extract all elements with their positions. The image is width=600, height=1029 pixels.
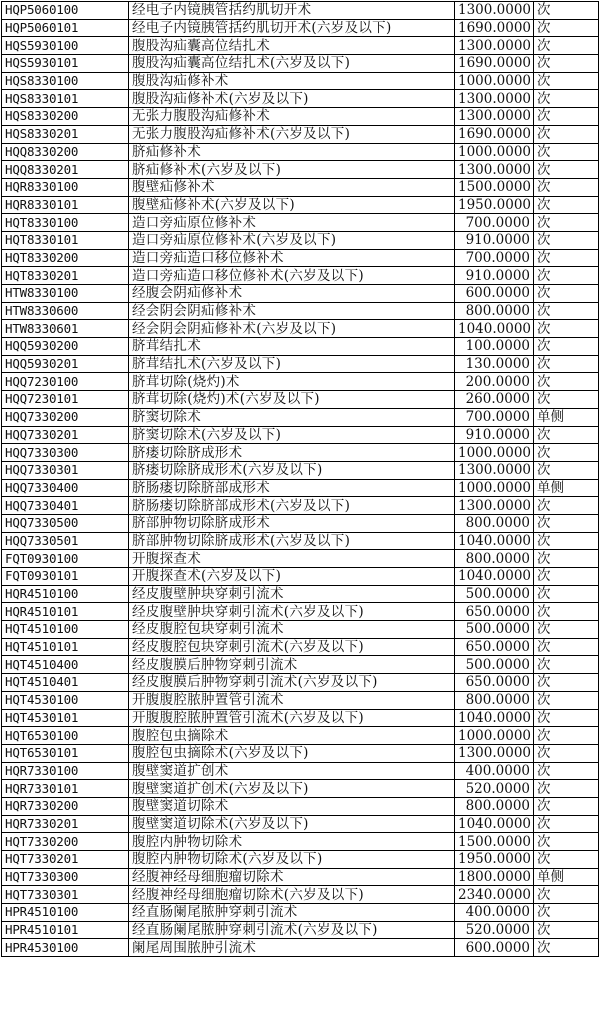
price-cell: 1040.0000 [455,320,534,338]
item-name-cell: 脐部肿物切除脐成形术 [129,514,455,532]
item-name-cell: 经皮腹壁肿块穿刺引流术 [129,585,455,603]
unit-cell: 次 [534,320,599,338]
item-code-cell: HQT4530101 [2,709,129,727]
price-cell: 700.0000 [455,249,534,267]
unit-cell: 次 [534,267,599,285]
unit-cell: 次 [534,249,599,267]
item-name-cell: 经电子内镜胰管括约肌切开术(六岁及以下) [129,19,455,37]
table-row [2,797,599,815]
item-code-cell: HQT7330200 [2,833,129,851]
item-code-cell: HQT8330100 [2,214,129,232]
item-name-cell: 脐疝修补术(六岁及以下) [129,161,455,179]
price-cell: 1500.0000 [455,178,534,196]
unit-cell: 次 [534,444,599,462]
unit-cell: 单侧 [534,408,599,426]
table-row [2,744,599,762]
item-code-cell: HQQ7330301 [2,461,129,479]
item-code-cell: HQQ8330200 [2,143,129,161]
price-cell: 1040.0000 [455,568,534,586]
unit-cell: 次 [534,674,599,692]
item-code-cell: HQS5930101 [2,55,129,73]
item-name-cell: 无张力腹股沟疝修补术 [129,108,455,126]
unit-cell: 单侧 [534,868,599,886]
unit-cell: 次 [534,214,599,232]
table-row [2,709,599,727]
item-code-cell: HQT4510100 [2,621,129,639]
item-code-cell: HQS8330201 [2,125,129,143]
price-cell: 700.0000 [455,408,534,426]
price-cell: 520.0000 [455,921,534,939]
price-cell: 650.0000 [455,603,534,621]
unit-cell: 次 [534,797,599,815]
item-code-cell: HQR7330201 [2,815,129,833]
unit-cell: 次 [534,727,599,745]
unit-cell: 次 [534,621,599,639]
table-row [2,426,599,444]
price-cell: 700.0000 [455,214,534,232]
table-row [2,249,599,267]
item-code-cell: HTW8330100 [2,285,129,303]
table-row [2,444,599,462]
item-name-cell: 腹股沟疝修补术(六岁及以下) [129,90,455,108]
price-cell: 1040.0000 [455,532,534,550]
table-row [2,285,599,303]
item-name-cell: 经皮腹腔包块穿刺引流术 [129,621,455,639]
price-cell: 200.0000 [455,373,534,391]
table-row [2,125,599,143]
item-name-cell: 脐茸结扎术 [129,338,455,356]
table-row [2,479,599,497]
price-cell: 800.0000 [455,302,534,320]
price-cell: 1800.0000 [455,868,534,886]
item-code-cell: HQQ7330401 [2,497,129,515]
price-cell: 650.0000 [455,674,534,692]
table-row [2,178,599,196]
item-name-cell: 经腹神经母细胞瘤切除术 [129,868,455,886]
price-cell: 500.0000 [455,621,534,639]
item-code-cell: HTW8330600 [2,302,129,320]
item-name-cell: 经直肠阑尾脓肿穿刺引流术 [129,904,455,922]
table-row [2,621,599,639]
unit-cell: 次 [534,762,599,780]
unit-cell: 次 [534,656,599,674]
table-row [2,161,599,179]
table-row [2,338,599,356]
table-row [2,143,599,161]
item-name-cell: 经会阴会阴疝修补术 [129,302,455,320]
item-code-cell: HQR7330101 [2,780,129,798]
item-code-cell: HQT6530101 [2,744,129,762]
item-code-cell: HQT4510101 [2,638,129,656]
item-name-cell: 腹腔包虫摘除术(六岁及以下) [129,744,455,762]
price-cell: 1040.0000 [455,815,534,833]
price-cell: 1690.0000 [455,125,534,143]
item-name-cell: 造口旁疝原位修补术(六岁及以下) [129,231,455,249]
item-name-cell: 经皮腹壁肿块穿刺引流术(六岁及以下) [129,603,455,621]
unit-cell: 次 [534,285,599,303]
table-row [2,373,599,391]
item-name-cell: 造口旁疝造口移位修补术 [129,249,455,267]
unit-cell: 次 [534,638,599,656]
price-cell: 910.0000 [455,426,534,444]
item-code-cell: HPR4510100 [2,904,129,922]
unit-cell: 次 [534,338,599,356]
table-row [2,355,599,373]
table-row [2,762,599,780]
price-cell: 1300.0000 [455,497,534,515]
item-name-cell: 腹壁窦道切除术 [129,797,455,815]
item-name-cell: 造口旁疝造口移位修补术(六岁及以下) [129,267,455,285]
table-row [2,868,599,886]
price-cell: 1300.0000 [455,90,534,108]
item-name-cell: 开腹腹腔脓肿置管引流术(六岁及以下) [129,709,455,727]
price-cell: 1300.0000 [455,37,534,55]
item-name-cell: 脐部肿物切除脐成形术(六岁及以下) [129,532,455,550]
item-name-cell: 腹股沟疝囊高位结扎术 [129,37,455,55]
unit-cell: 次 [534,568,599,586]
unit-cell: 次 [534,921,599,939]
unit-cell: 次 [534,497,599,515]
item-name-cell: 脐茸切除(烧灼)术 [129,373,455,391]
price-cell: 1950.0000 [455,851,534,869]
price-table [1,1,599,957]
item-code-cell: HQT4530100 [2,691,129,709]
item-code-cell: HQR8330100 [2,178,129,196]
item-code-cell: HTW8330601 [2,320,129,338]
item-name-cell: 无张力腹股沟疝修补术(六岁及以下) [129,125,455,143]
unit-cell: 次 [534,815,599,833]
unit-cell: 次 [534,37,599,55]
item-name-cell: 腹腔内肿物切除术(六岁及以下) [129,851,455,869]
unit-cell: 次 [534,550,599,568]
price-cell: 1000.0000 [455,444,534,462]
price-cell: 800.0000 [455,691,534,709]
price-cell: 1000.0000 [455,727,534,745]
unit-cell: 次 [534,72,599,90]
unit-cell: 次 [534,709,599,727]
price-cell: 800.0000 [455,514,534,532]
unit-cell: 单侧 [534,479,599,497]
table-row [2,19,599,37]
price-cell: 1300.0000 [455,744,534,762]
item-code-cell: HQT8330201 [2,267,129,285]
price-cell: 1690.0000 [455,55,534,73]
item-name-cell: 经皮腹腔包块穿刺引流术(六岁及以下) [129,638,455,656]
unit-cell: 次 [534,108,599,126]
item-code-cell: HQT4510400 [2,656,129,674]
unit-cell: 次 [534,2,599,20]
price-cell: 500.0000 [455,585,534,603]
item-name-cell: 脐窦切除术 [129,408,455,426]
price-cell: 910.0000 [455,267,534,285]
price-cell: 1300.0000 [455,108,534,126]
price-cell: 1040.0000 [455,709,534,727]
item-name-cell: 脐窦切除术(六岁及以下) [129,426,455,444]
unit-cell: 次 [534,373,599,391]
table-row [2,727,599,745]
item-code-cell: HQR4510100 [2,585,129,603]
item-name-cell: 经腹神经母细胞瘤切除术(六岁及以下) [129,886,455,904]
table-row [2,674,599,692]
price-cell: 650.0000 [455,638,534,656]
unit-cell: 次 [534,851,599,869]
item-name-cell: 腹壁窦道扩创术(六岁及以下) [129,780,455,798]
item-code-cell: HQP5060100 [2,2,129,20]
item-code-cell: HQQ5930201 [2,355,129,373]
item-name-cell: 脐茸切除(烧灼)术(六岁及以下) [129,391,455,409]
unit-cell: 次 [534,532,599,550]
table-row [2,921,599,939]
unit-cell: 次 [534,19,599,37]
item-code-cell: FQT0930101 [2,568,129,586]
unit-cell: 次 [534,514,599,532]
unit-cell: 次 [534,231,599,249]
table-row [2,231,599,249]
item-code-cell: HQT7330201 [2,851,129,869]
unit-cell: 次 [534,196,599,214]
table-row [2,320,599,338]
item-code-cell: HQT8330101 [2,231,129,249]
item-name-cell: 腹壁疝修补术(六岁及以下) [129,196,455,214]
unit-cell: 次 [534,125,599,143]
unit-cell: 次 [534,904,599,922]
price-cell: 910.0000 [455,231,534,249]
unit-cell: 次 [534,833,599,851]
unit-cell: 次 [534,55,599,73]
unit-cell: 次 [534,161,599,179]
item-code-cell: HQS8330200 [2,108,129,126]
price-cell: 1690.0000 [455,19,534,37]
price-cell: 1500.0000 [455,833,534,851]
table-row [2,108,599,126]
unit-cell: 次 [534,143,599,161]
table-row [2,691,599,709]
item-code-cell: HQP5060101 [2,19,129,37]
item-code-cell: HQQ5930200 [2,338,129,356]
item-name-cell: 脐茸结扎术(六岁及以下) [129,355,455,373]
unit-cell: 次 [534,886,599,904]
table-row [2,780,599,798]
item-name-cell: 腹壁窦道扩创术 [129,762,455,780]
price-cell: 1950.0000 [455,196,534,214]
item-name-cell: 经皮腹膜后肿物穿刺引流术 [129,656,455,674]
item-name-cell: 开腹腹腔脓肿置管引流术 [129,691,455,709]
price-cell: 130.0000 [455,355,534,373]
item-name-cell: 腹腔包虫摘除术 [129,727,455,745]
item-name-cell: 腹壁窦道切除术(六岁及以下) [129,815,455,833]
item-code-cell: HQT4510401 [2,674,129,692]
price-cell: 2340.0000 [455,886,534,904]
item-code-cell: HQQ8330201 [2,161,129,179]
price-cell: 260.0000 [455,391,534,409]
price-cell: 400.0000 [455,904,534,922]
table-row [2,833,599,851]
price-cell: 520.0000 [455,780,534,798]
item-code-cell: HQQ7330200 [2,408,129,426]
item-name-cell: 脐瘘切除脐成形术(六岁及以下) [129,461,455,479]
item-code-cell: HQT6530100 [2,727,129,745]
item-code-cell: HQT7330301 [2,886,129,904]
table-row [2,391,599,409]
item-code-cell: HQQ7330400 [2,479,129,497]
item-name-cell: 开腹探查术 [129,550,455,568]
table-body [2,2,599,957]
table-row [2,904,599,922]
item-code-cell: HQR7330100 [2,762,129,780]
price-cell: 1000.0000 [455,143,534,161]
price-cell: 1000.0000 [455,479,534,497]
item-code-cell: HPR4510101 [2,921,129,939]
item-name-cell: 脐瘘切除脐成形术 [129,444,455,462]
item-name-cell: 腹腔内肿物切除术 [129,833,455,851]
item-code-cell: HQS8330101 [2,90,129,108]
unit-cell: 次 [534,391,599,409]
price-cell: 600.0000 [455,939,534,957]
unit-cell: 次 [534,585,599,603]
price-cell: 1300.0000 [455,461,534,479]
table-row [2,196,599,214]
unit-cell: 次 [534,426,599,444]
price-cell: 400.0000 [455,762,534,780]
price-cell: 500.0000 [455,656,534,674]
table-row [2,514,599,532]
price-cell: 1300.0000 [455,161,534,179]
table-row [2,939,599,957]
item-code-cell: HQQ7330300 [2,444,129,462]
table-row [2,72,599,90]
unit-cell: 次 [534,691,599,709]
price-cell: 800.0000 [455,550,534,568]
table-row [2,656,599,674]
item-code-cell: HQQ7330201 [2,426,129,444]
unit-cell: 次 [534,603,599,621]
item-code-cell: HQR8330101 [2,196,129,214]
item-name-cell: 腹股沟疝囊高位结扎术(六岁及以下) [129,55,455,73]
table-row [2,2,599,20]
price-cell: 800.0000 [455,797,534,815]
item-name-cell: 经腹会阴疝修补术 [129,285,455,303]
table-row [2,302,599,320]
item-code-cell: HQR4510101 [2,603,129,621]
unit-cell: 次 [534,461,599,479]
table-row [2,267,599,285]
table-row [2,603,599,621]
item-name-cell: 脐疝修补术 [129,143,455,161]
item-code-cell: HQQ7230101 [2,391,129,409]
table-row [2,37,599,55]
item-name-cell: 经会阴会阴疝修补术(六岁及以下) [129,320,455,338]
unit-cell: 次 [534,302,599,320]
item-code-cell: HPR4530100 [2,939,129,957]
item-name-cell: 经直肠阑尾脓肿穿刺引流术(六岁及以下) [129,921,455,939]
table-row [2,55,599,73]
price-cell: 100.0000 [455,338,534,356]
item-code-cell: HQS8330100 [2,72,129,90]
unit-cell: 次 [534,178,599,196]
price-cell: 600.0000 [455,285,534,303]
item-code-cell: HQT7330300 [2,868,129,886]
table-row [2,815,599,833]
table-row [2,550,599,568]
item-name-cell: 腹股沟疝修补术 [129,72,455,90]
item-code-cell: HQS5930100 [2,37,129,55]
table-row [2,497,599,515]
unit-cell: 次 [534,780,599,798]
table-row [2,461,599,479]
item-name-cell: 经电子内镜胰管括约肌切开术 [129,2,455,20]
item-name-cell: 脐肠瘘切除脐部成形术 [129,479,455,497]
item-name-cell: 开腹探查术(六岁及以下) [129,568,455,586]
table-row [2,568,599,586]
unit-cell: 次 [534,744,599,762]
item-code-cell: FQT0930100 [2,550,129,568]
item-name-cell: 造口旁疝原位修补术 [129,214,455,232]
table-row [2,532,599,550]
item-name-cell: 脐肠瘘切除脐部成形术(六岁及以下) [129,497,455,515]
item-name-cell: 腹壁疝修补术 [129,178,455,196]
item-name-cell: 经皮腹膜后肿物穿刺引流术(六岁及以下) [129,674,455,692]
table-row [2,90,599,108]
unit-cell: 次 [534,939,599,957]
table-row [2,886,599,904]
item-code-cell: HQQ7330501 [2,532,129,550]
item-code-cell: HQQ7230100 [2,373,129,391]
price-cell: 1300.0000 [455,2,534,20]
table-row [2,851,599,869]
item-name-cell: 阑尾周围脓肿引流术 [129,939,455,957]
item-code-cell: HQR7330200 [2,797,129,815]
unit-cell: 次 [534,90,599,108]
table-row [2,638,599,656]
item-code-cell: HQT8330200 [2,249,129,267]
item-code-cell: HQQ7330500 [2,514,129,532]
unit-cell: 次 [534,355,599,373]
table-row [2,408,599,426]
price-cell: 1000.0000 [455,72,534,90]
table-row [2,214,599,232]
table-row [2,585,599,603]
